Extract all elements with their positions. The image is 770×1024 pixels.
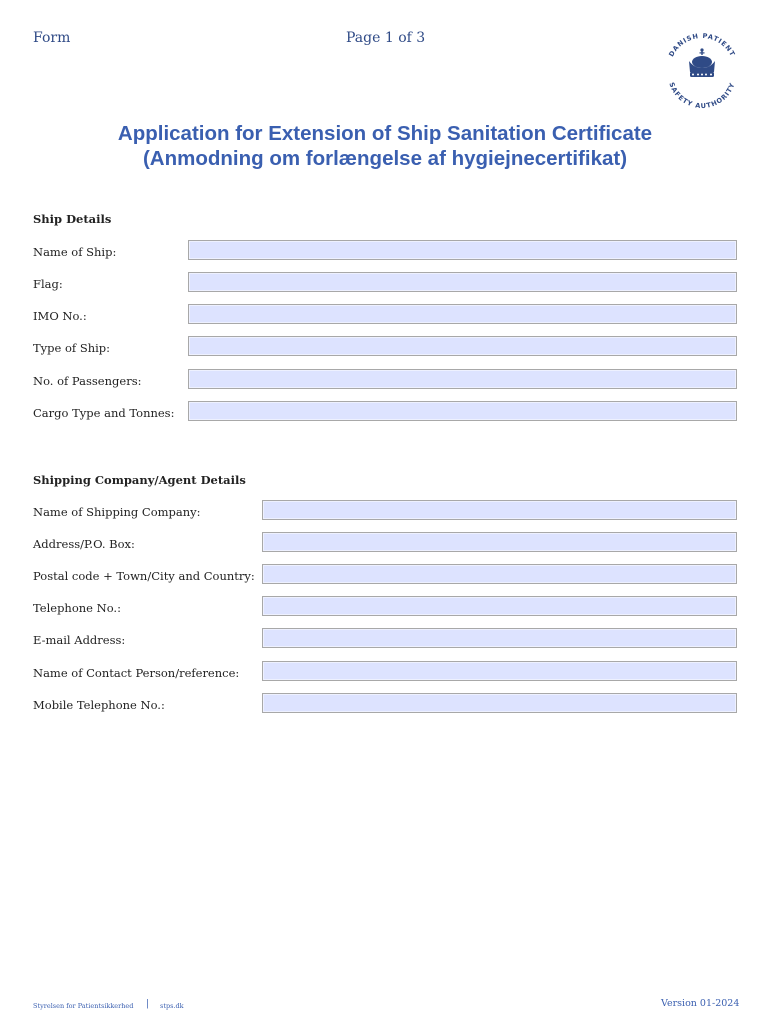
agency-logo — [660, 28, 744, 112]
imo-field[interactable] — [188, 304, 737, 324]
flag-label: Flag: — [33, 277, 63, 291]
logo-text-bottom: SAFETY AUTHORITY — [667, 81, 737, 111]
footer-agency: Styrelsen for Patientsikkerhed — [33, 1002, 134, 1010]
flag-field[interactable] — [188, 272, 737, 292]
telephone-field[interactable] — [262, 596, 737, 616]
page-indicator: Page 1 of 3 — [346, 30, 426, 46]
postal-code-label: Postal code + Town/City and Country: — [33, 569, 255, 583]
company-details-heading: Shipping Company/Agent Details — [33, 473, 246, 487]
form-label: Form — [33, 30, 71, 46]
title-line-2: (Anmodning om forlængelse af hygiejnecertifikat) — [142, 147, 628, 170]
svg-text:SAFETY AUTHORITY — [667, 81, 736, 110]
email-field[interactable] — [262, 628, 737, 648]
email-label: E-mail Address: — [33, 633, 126, 647]
contact-person-label: Name of Contact Person/reference: — [33, 666, 240, 680]
ship-type-field[interactable] — [188, 336, 737, 356]
telephone-label: Telephone No.: — [33, 601, 121, 615]
logo-text-top: DANISH PATIENT — [667, 31, 737, 59]
ship-name-field[interactable] — [188, 240, 737, 260]
title-line-1: Application for Extension of Ship Sanitation Certificate — [117, 122, 653, 145]
crown-icon — [689, 48, 715, 77]
mobile-field[interactable] — [262, 693, 737, 713]
ship-details-heading: Ship Details — [33, 212, 112, 226]
passengers-field[interactable] — [188, 369, 737, 389]
cargo-label: Cargo Type and Tonnes: — [33, 406, 175, 420]
mobile-label: Mobile Telephone No.: — [33, 698, 165, 712]
address-label: Address/P.O. Box: — [33, 537, 135, 551]
ship-name-label: Name of Ship: — [33, 245, 117, 259]
company-name-label: Name of Shipping Company: — [33, 505, 201, 519]
cargo-field[interactable] — [188, 401, 737, 421]
address-field[interactable] — [262, 532, 737, 552]
contact-person-field[interactable] — [262, 661, 737, 681]
footer-website-link[interactable]: stps.dk — [160, 1002, 184, 1010]
version-label: Version 01-2024 — [661, 998, 740, 1009]
imo-label: IMO No.: — [33, 309, 87, 323]
company-name-field[interactable] — [262, 500, 737, 520]
ship-type-label: Type of Ship: — [33, 341, 111, 355]
footer-separator: | — [146, 999, 150, 1009]
passengers-label: No. of Passengers: — [33, 374, 142, 388]
document-title — [0, 121, 770, 171]
postal-code-field[interactable] — [262, 564, 737, 584]
